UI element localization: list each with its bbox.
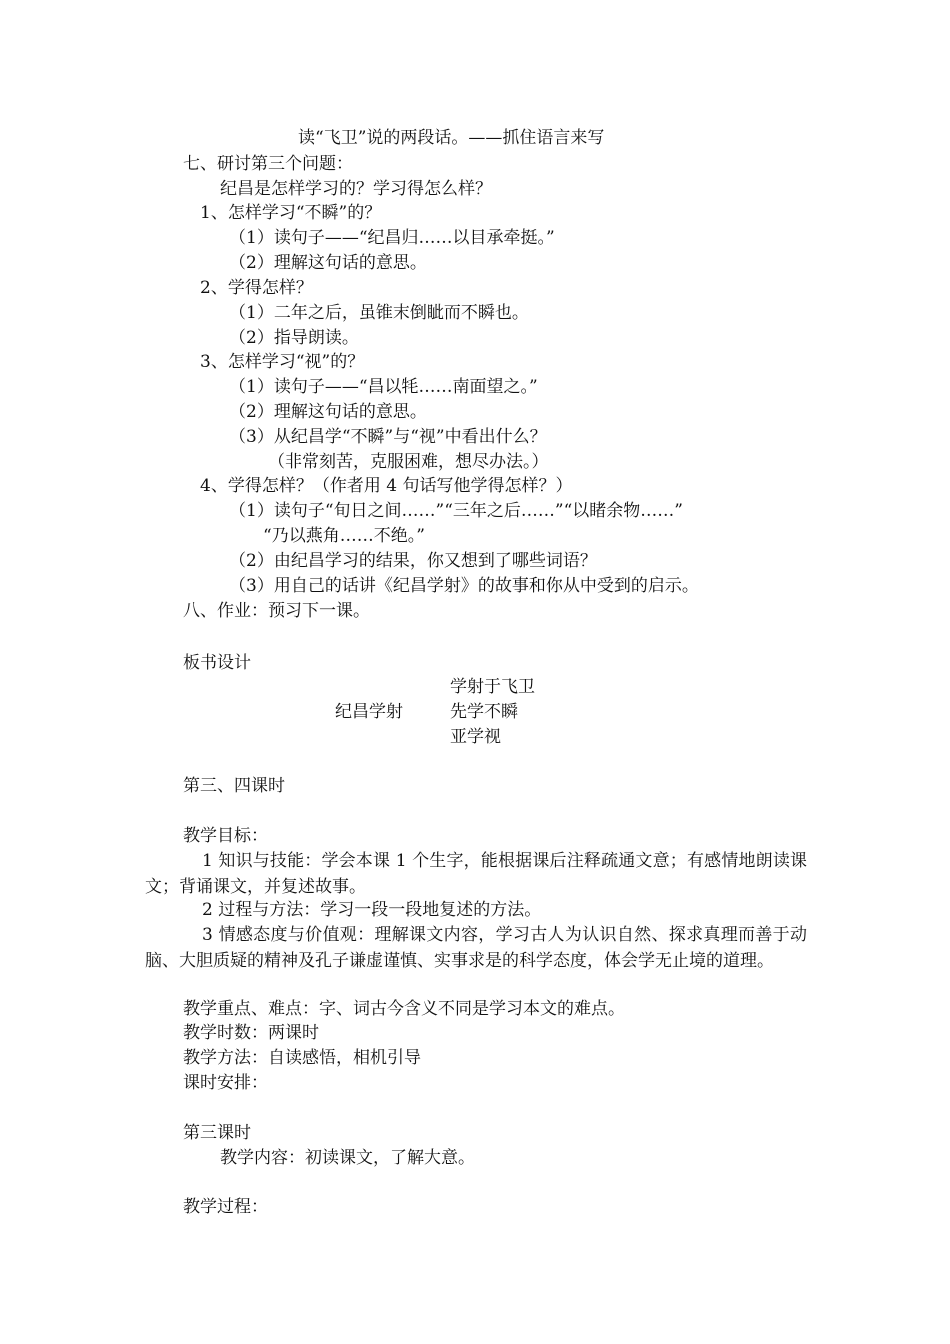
list-subitem: （3）用自己的话讲《纪昌学射》的故事和你从中受到的启示。 [229, 576, 699, 596]
list-item: 1、怎样学习“不瞬”的？ [200, 203, 382, 223]
board-heading: 板书设计 [183, 653, 251, 673]
text-line: “乃以燕角……不绝。” [263, 526, 425, 546]
board-item: 学射于飞卫 [450, 677, 535, 697]
list-subitem: （1）二年之后，虽锥末倒眦而不瞬也。 [229, 303, 529, 323]
list-subitem: （1）读句子——“昌以牦……南面望之。” [229, 377, 538, 397]
board-title: 纪昌学射 [335, 702, 403, 722]
board-item: 先学不瞬 [450, 702, 518, 722]
list-subitem: （1）读句子——“纪昌归……以目承牵挺。” [229, 228, 555, 248]
objectives-heading: 教学目标： [183, 826, 268, 846]
list-subitem: （3）从纪昌学“不瞬”与“视”中看出什么？ [229, 427, 547, 447]
section-heading: 八、作业：预习下一课。 [183, 601, 370, 621]
process-heading: 教学过程： [183, 1197, 268, 1217]
list-subitem: （1）读句子“旬日之间……”“三年之后……”“以睹余物……” [229, 501, 683, 521]
section-heading: 七、研讨第三个问题： [183, 154, 353, 174]
lesson-title: 第三、四课时 [183, 776, 285, 796]
list-item: 2、学得怎样？ [200, 278, 313, 298]
objective-paragraph: 1 知识与技能：学会本课 1 个生字，能根据课后注释疏通文意；有感情地朗读课文；背诵课文，并复述故事。 [145, 851, 807, 897]
text-line: 读“飞卫”说的两段话。——抓住语言来写 [298, 128, 605, 148]
text-line: 纪昌是怎样学习的？学习得怎么样？ [220, 179, 492, 199]
teaching-hours: 教学时数：两课时 [183, 1023, 319, 1043]
list-subitem: （2）由纪昌学习的结果，你又想到了哪些词语？ [229, 551, 597, 571]
lesson-title: 第三课时 [183, 1123, 251, 1143]
objective-line: 2 过程与方法：学习一段一段地复述的方法。 [202, 900, 542, 920]
text-line: （非常刻苦，克服困难，想尽办法。） [268, 452, 549, 472]
key-points: 教学重点、难点：字、词古今含义不同是学习本文的难点。 [183, 999, 625, 1019]
schedule-heading: 课时安排： [183, 1073, 268, 1093]
list-subitem: （2）理解这句话的意思。 [229, 253, 427, 273]
lesson-content: 教学内容：初读课文，了解大意。 [220, 1148, 475, 1168]
list-item: 4、学得怎样？（作者用 4 句话写他学得怎样？） [200, 476, 573, 496]
list-item: 3、怎样学习“视”的？ [200, 352, 365, 372]
teaching-method: 教学方法：自读感悟，相机引导 [183, 1048, 421, 1068]
list-subitem: （2）指导朗读。 [229, 328, 359, 348]
list-subitem: （2）理解这句话的意思。 [229, 402, 427, 422]
board-item: 亚学视 [450, 727, 501, 747]
objective-paragraph: 3 情感态度与价值观：理解课文内容，学习古人为认识自然、探求真理而善于动脑、大胆质疑的精神及孔子谦虚谨慎、实事求是的科学态度，体会学无止境的道理。 [145, 925, 807, 971]
